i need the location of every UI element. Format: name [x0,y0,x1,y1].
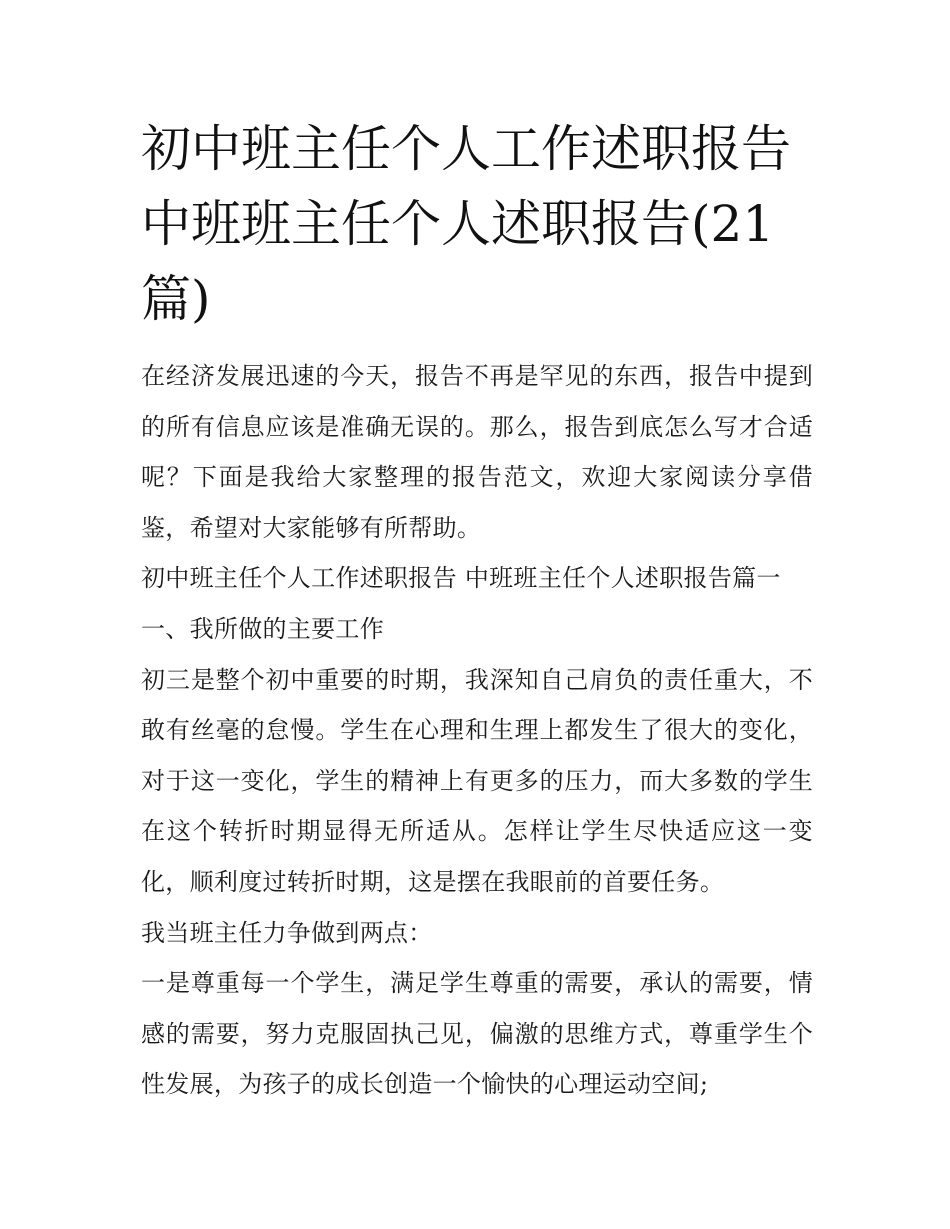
document-body [141,112,813,1110]
body-paragraph: 一是尊重每一个学生，满足学生尊重的需要，承认的需要，情感的需要，努力克服固执己见，偏激的思维方式，尊重学生个性发展，为孩子的成长创造一个愉快的心理运动空间; [141,969,813,1099]
subsection-heading: 一、我所做的主要工作 [141,614,384,643]
document-title: 初中班主任个人工作述职报告 中班班主任个人述职报告(21篇) [141,120,791,328]
body-paragraph: 我当班主任力争做到两点： [141,918,433,947]
section-heading: 初中班主任个人工作述职报告 中班班主任个人述职报告篇一 [141,564,781,593]
body-paragraph: 初三是整个初中重要的时期，我深知自己肩负的责任重大，不敢有丝毫的怠慢。学生在心理和生理上都发生了很大的变化，对于这一变化，学生的精神上有更多的压力，而大多数的学生在这个转折时期显得无所适从。怎样让学生尽快适应这一变化，顺利度过转折时期，这是摆在我眼前的首要任务。 [141,665,813,896]
intro-paragraph: 在经济发展迅速的今天，报告不再是罕见的东西，报告中提到的所有信息应该是准确无误的。那么，报告到底怎么写才合适呢？下面是我给大家整理的报告范文，欢迎大家阅读分享借鉴，希望对大家能够有所帮助。 [141,362,813,542]
